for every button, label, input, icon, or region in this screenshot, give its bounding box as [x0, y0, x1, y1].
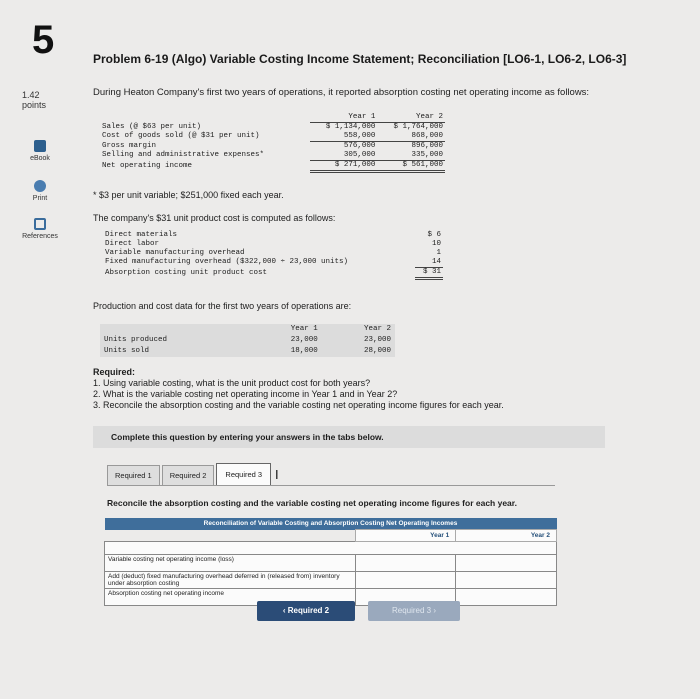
year1-input[interactable] [355, 572, 456, 589]
required-item: 3. Reconcile the absorption costing and the variable costing net operating income figures for each year. [93, 400, 504, 410]
recon-row-label: Variable costing net operating income (loss) [105, 555, 356, 572]
row-value: $ 1,764,000 [393, 123, 443, 131]
row-value: $ 31 [415, 268, 443, 279]
intro-text: During Heaton Company's first two years of operations, it reported absorption costing net operating income as follows: [93, 87, 590, 98]
ebook-label: eBook [30, 155, 50, 162]
prod-header-year1: Year 1 [290, 325, 318, 333]
row-value: $ 6 [427, 231, 441, 239]
stmt-header-year2: Year 2 [377, 113, 445, 123]
points-value: 1.42 [22, 90, 40, 100]
row-label: Direct labor [105, 240, 160, 248]
points-indicator [22, 90, 46, 110]
row-label: Units sold [104, 347, 150, 355]
references-label: References [22, 233, 58, 240]
required-item: 2. What is the variable costing net operating income in Year 1 and in Year 2? [93, 389, 398, 399]
table-row [105, 572, 557, 589]
recon-title: Reconciliation of Variable Costing and Absorption Costing Net Operating Incomes [105, 518, 557, 530]
row-value: 558,000 [310, 132, 378, 142]
tab-required-3[interactable]: Required 3 [216, 463, 271, 485]
row-value: 576,000 [343, 142, 376, 150]
recon-header-year2: Year 2 [456, 530, 557, 542]
row-label: Absorption costing unit product cost [105, 268, 268, 277]
row-label: Fixed manufacturing overhead ($322,000 ÷ 23,000 units) [105, 258, 349, 267]
table-row [100, 161, 445, 172]
year2-input[interactable] [456, 572, 557, 589]
table-row [103, 258, 443, 268]
recon-row-label: Absorption costing net operating income [105, 589, 356, 606]
required-item: 1. Using variable costing, what is the unit product cost for both years? [93, 378, 371, 388]
print-label: Print [32, 195, 48, 202]
row-value: 18,000 [290, 347, 318, 355]
print-button[interactable] [18, 180, 62, 202]
problem-title: Problem 6-19 (Algo) Variable Costing Income Statement; Reconciliation [LO6-1, LO6-2, LO6-3] [93, 52, 627, 66]
cost-intro-text: The company's $31 unit product cost is computed as follows: [93, 213, 336, 223]
row-value: 28,000 [363, 347, 391, 355]
row-value: $ 1,134,000 [325, 123, 376, 131]
row-value: 23,000 [290, 336, 318, 344]
tab-instruction: Reconcile the absorption costing and the variable costing net operating income figures for each year. [107, 498, 517, 508]
footnote: * $3 per unit variable; $251,000 fixed each year. [93, 190, 284, 200]
table-row [100, 123, 445, 133]
tab-required-2[interactable]: Required 2 [162, 465, 215, 485]
table-row [100, 142, 445, 152]
year2-input[interactable] [456, 555, 557, 572]
recon-header-year1: Year 1 [355, 530, 456, 542]
required-section [93, 367, 504, 411]
table-row [103, 268, 443, 279]
row-label: Sales (@ $63 per unit) [102, 122, 202, 131]
ebook-button[interactable] [18, 140, 62, 162]
book-icon [34, 140, 46, 152]
row-label: Net operating income [102, 161, 193, 170]
row-value: 10 [431, 240, 441, 248]
row-label: Units produced [104, 336, 168, 344]
income-statement [100, 113, 445, 173]
previous-button[interactable]: ‹ Required 2 [257, 601, 355, 621]
references-icon [34, 218, 46, 230]
row-value: 896,000 [411, 142, 443, 150]
row-value: 305,000 [310, 151, 378, 161]
unit-cost-table [103, 231, 443, 280]
table-row [100, 335, 395, 346]
row-value: $ 271,000 [310, 161, 378, 172]
row-label: Direct materials [105, 231, 178, 239]
table-row [100, 346, 395, 357]
recon-blank-header [105, 530, 356, 542]
prod-header-year2: Year 2 [363, 325, 391, 333]
production-intro-text: Production and cost data for the first two years of operations are: [93, 301, 352, 311]
table-row [105, 555, 557, 572]
row-value: 23,000 [363, 336, 391, 344]
year1-input[interactable] [355, 555, 456, 572]
stmt-header [100, 113, 310, 123]
references-button[interactable] [18, 218, 62, 240]
year2-input[interactable] [456, 589, 557, 606]
row-value: 14 [415, 258, 443, 268]
tab-divider [107, 485, 555, 486]
row-value: 868,000 [377, 132, 445, 142]
required-heading: Required: [93, 367, 136, 377]
row-label: Gross margin [102, 141, 157, 150]
row-value: 1 [436, 249, 441, 257]
stmt-header-year1: Year 1 [310, 113, 378, 123]
prod-header [100, 324, 249, 335]
print-icon [34, 180, 46, 192]
complete-instructions: Complete this question by entering your answers in the tabs below. [93, 426, 605, 448]
row-value: 335,000 [377, 151, 445, 161]
next-button[interactable]: Required 3 › [368, 601, 460, 621]
reconciliation-table [104, 518, 557, 606]
table-row [100, 151, 445, 161]
row-value: $ 561,000 [377, 161, 445, 172]
required-tabs [107, 463, 273, 485]
text-cursor-icon: I [275, 467, 279, 482]
table-row [103, 249, 443, 258]
production-table [100, 324, 395, 357]
table-row [100, 132, 445, 142]
table-row [103, 240, 443, 249]
points-label: points [22, 100, 47, 110]
tab-required-1[interactable]: Required 1 [107, 465, 160, 485]
row-label: Cost of goods sold (@ $31 per unit) [102, 132, 260, 141]
row-label: Selling and administrative expenses* [102, 151, 265, 160]
table-row [103, 231, 443, 240]
question-number: 5 [32, 18, 55, 62]
recon-spacer [105, 542, 557, 555]
row-label: Variable manufacturing overhead [105, 249, 245, 257]
recon-row-label: Add (deduct) fixed manufacturing overhead deferred in (released from) inventory under absorption costing [105, 572, 356, 589]
